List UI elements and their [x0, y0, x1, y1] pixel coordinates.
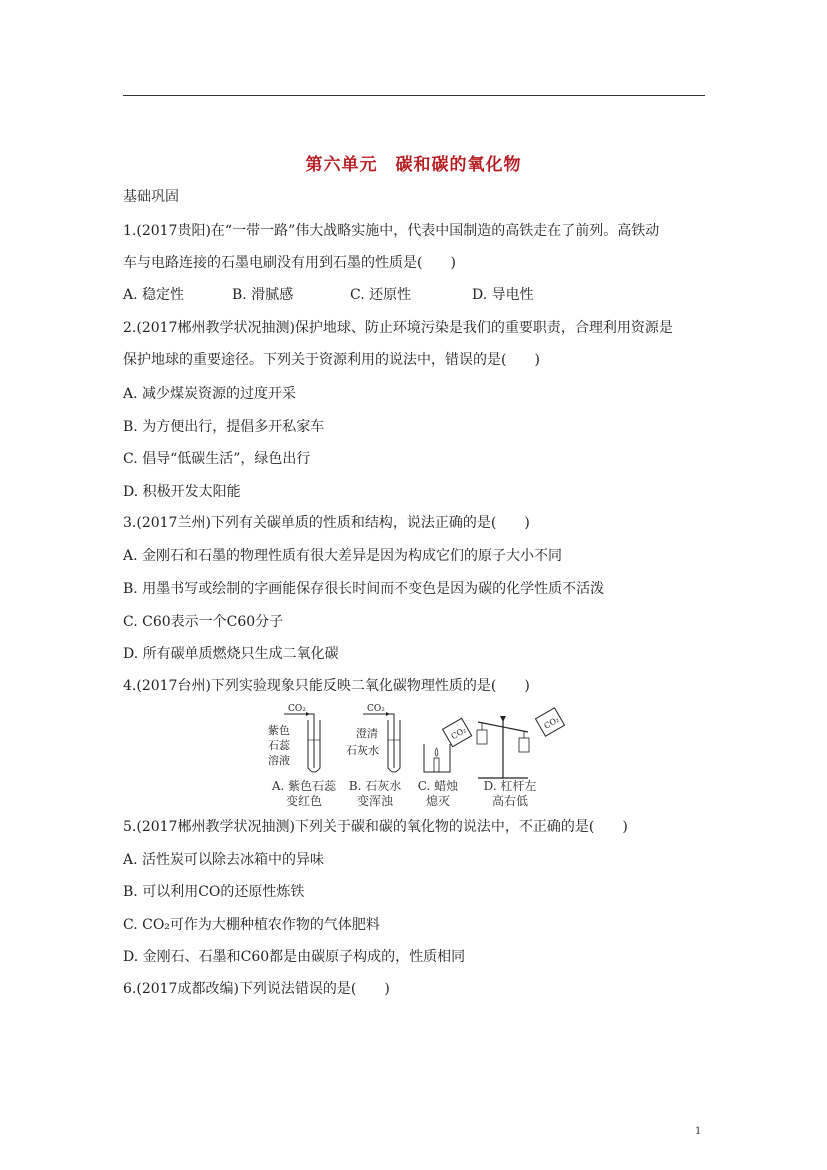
- q5-option-b: B. 可以利用CO的还原性炼铁: [123, 884, 305, 900]
- q2-stem-line1: 2.(2017郴州教学状况抽测)保护地球、防止环境污染是我们的重要职责，合理利用资源是: [123, 320, 673, 336]
- q5-stem: 5.(2017郴州教学状况抽测)下列关于碳和碳的氧化物的说法中，不正确的是( ): [123, 819, 628, 835]
- tube-b-label-2: 石灰水: [346, 744, 379, 757]
- caption-b-line2: 变浑浊: [356, 794, 393, 808]
- q1-option-d: D. 导电性: [472, 287, 534, 303]
- q1-option-b: B. 滑腻感: [232, 287, 294, 303]
- q2-option-d: D. 积极开发太阳能: [123, 484, 241, 500]
- q3-option-d: D. 所有碳单质燃烧只生成二氧化碳: [123, 646, 339, 662]
- beaker-gas-label: CO₂: [449, 725, 468, 742]
- q5-option-a: A. 活性炭可以除去冰箱中的异味: [123, 852, 325, 868]
- caption-a-line2: 变红色: [285, 794, 322, 808]
- caption-d-line1: D. 杠杆左: [483, 779, 537, 793]
- tube-a-label-3: 溶液: [268, 754, 290, 767]
- tube-b-label-1: 澄清: [356, 727, 378, 740]
- caption-c-line2: 熄灭: [425, 794, 450, 808]
- figure-caption-b: [342, 779, 408, 809]
- q5-option-d: D. 金刚石、石墨和C60都是由碳原子构成的，性质相同: [123, 949, 466, 965]
- lever-gas-label: CO₂: [542, 714, 561, 731]
- tube-b-gas-label: CO₂: [367, 704, 385, 714]
- lever-balance-apparatus: [477, 708, 565, 778]
- q1-stem-line2: 车与电路连接的石墨电刷没有用到石墨的性质是( ): [123, 255, 456, 271]
- q4-apparatus-drawing: [266, 700, 566, 780]
- page-number: 1: [695, 1126, 702, 1137]
- page-title: 第六单元 碳和碳的氧化物: [305, 155, 522, 175]
- q1-option-c: C. 还原性: [350, 287, 412, 303]
- tube-a-label-2: 石蕊: [268, 739, 290, 752]
- q1-stem-line1: 1.(2017贵阳)在“一带一路”伟大战略实施中，代表中国制造的高铁走在了前列。高铁动: [123, 223, 660, 239]
- caption-a-line1: A. 紫色石蕊: [271, 779, 337, 793]
- figure-caption-d: [470, 779, 550, 809]
- q2-option-b: B. 为方便出行，提倡多开私家车: [123, 419, 325, 435]
- tube-a-label-1: 紫色: [268, 724, 290, 737]
- q6-stem: 6.(2017成都改编)下列说法错误的是( ): [123, 981, 390, 997]
- q3-option-a: A. 金刚石和石墨的物理性质有很大差异是因为构成它们的原子大小不同: [123, 548, 563, 564]
- q5-option-c: C. CO₂可作为大棚种植农作物的气体肥料: [123, 917, 380, 933]
- q4-stem: 4.(2017台州)下列实验现象只能反映二氧化碳物理性质的是( ): [123, 678, 530, 694]
- q2-stem-line2: 保护地球的重要途径。下列关于资源利用的说法中，错误的是( ): [123, 352, 540, 368]
- caption-b-line1: B. 石灰水: [348, 779, 402, 793]
- caption-c-line1: C. 蜡烛: [417, 779, 459, 793]
- section-heading: 基础巩固: [123, 189, 179, 205]
- caption-d-line2: 高右低: [491, 794, 528, 808]
- tube-b-apparatus: [346, 704, 400, 772]
- figure-caption-a: [266, 779, 342, 809]
- q3-stem: 3.(2017兰州)下列有关碳单质的性质和结构，说法正确的是( ): [123, 515, 530, 531]
- q3-option-b: B. 用墨书写或绘制的字画能保存很长时间而不变色是因为碳的化学性质不活泼: [123, 581, 605, 597]
- q2-option-a: A. 减少煤炭资源的过度开采: [123, 386, 297, 402]
- figure-caption-c: [410, 779, 466, 809]
- q3-option-c: C. C60表示一个C60分子: [123, 614, 284, 630]
- q1-option-a: A. 稳定性: [123, 287, 185, 303]
- tube-a-apparatus: [268, 704, 320, 772]
- q4-experiment-figure: [266, 700, 566, 812]
- q2-option-c: C. 倡导“低碳生活”，绿色出行: [123, 451, 311, 467]
- tube-a-gas-label: CO₂: [288, 704, 306, 714]
- beaker-candle-apparatus: [424, 718, 472, 772]
- header-rule: [123, 95, 705, 96]
